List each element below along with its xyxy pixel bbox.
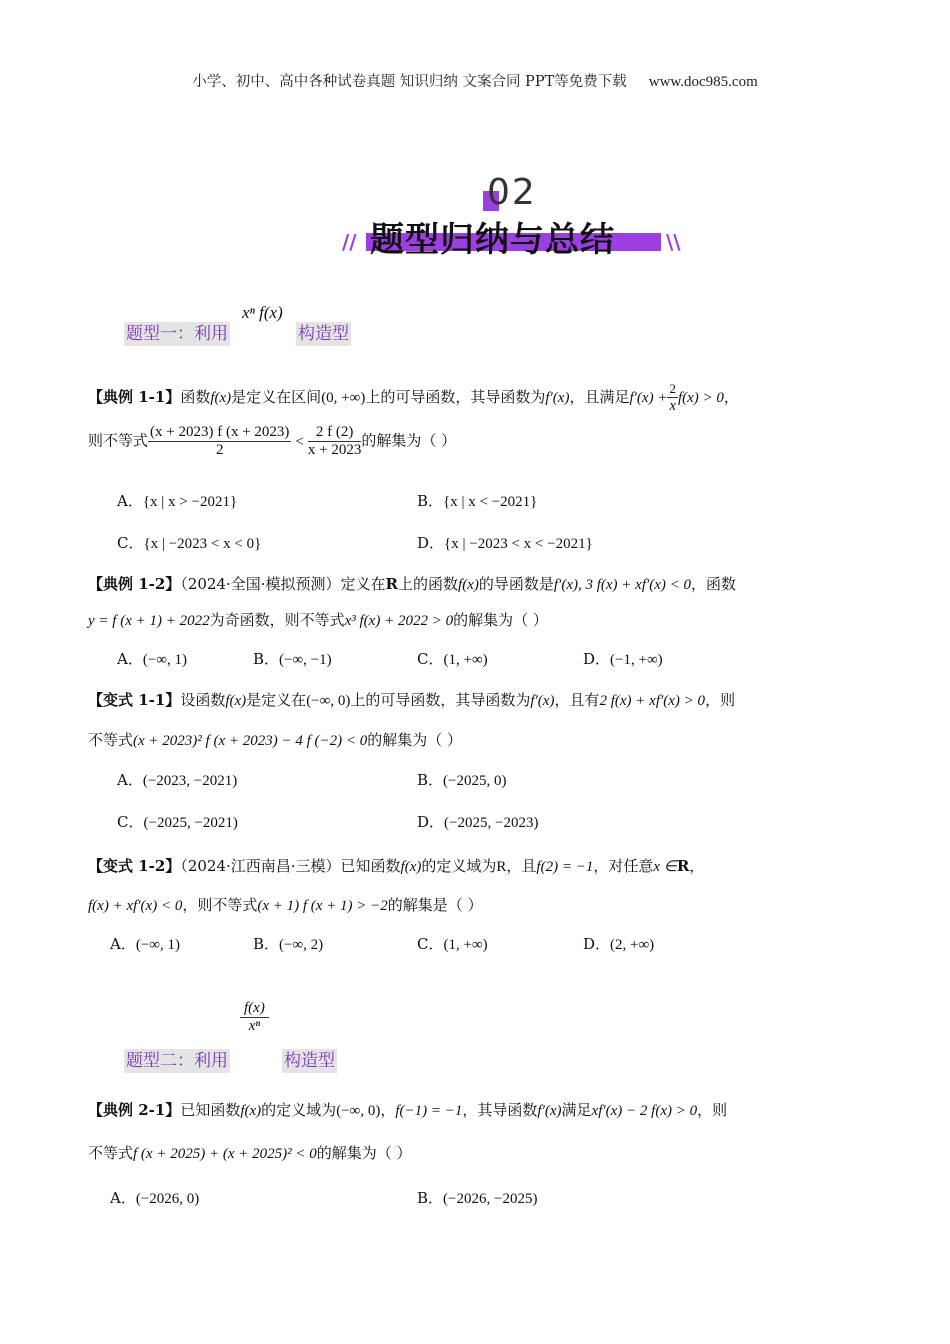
option-value: (−2025, −2021) [143,815,238,831]
math: x ∈ [653,859,677,875]
var1-1-option-d[interactable] [417,811,538,832]
math: f(x) [210,390,232,406]
page-header [0,70,950,91]
option-value: (−2023, −2021) [142,773,238,789]
option-value: {x | −2023 < x < −2021} [444,536,593,552]
math: f(x) [458,577,479,593]
math: f(x) [400,859,422,875]
frac-den: 2 [215,442,224,458]
var1-1-option-a[interactable] [117,769,237,790]
text: （2024·全国·模拟预测）定义在 [180,575,386,593]
type1-heading [124,319,351,344]
option-letter: A． [110,935,136,953]
option-value: {x | x > −2021} [142,494,238,510]
math: f′(x), 3 f(x) + xf′(x) < 0 [553,577,692,593]
ex2-1-tag: 【典例 2-1】 [88,1101,181,1119]
option-letter: D． [417,534,445,552]
text: 上的可导函数，其导函数为 [365,388,546,406]
math: f′(x) + [629,390,668,406]
fraction [667,381,678,415]
math: y = f (x + 1) + 2022 [88,613,210,629]
ex1-2-line2 [88,609,548,630]
option-value: (−∞, 1) [142,652,187,668]
text: 的解集是（ ） [387,896,483,914]
text: 不等式 [88,1144,134,1162]
math: xf′(x) − 2 f(x) > 0 [591,1103,698,1119]
text: 上的函数 [398,575,459,593]
type2-heading [124,1046,337,1071]
math: f′(x) [537,1103,562,1119]
frac-num: 2 f (2) [308,424,361,442]
text: 上的可导函数，其导函数为 [350,691,531,709]
option-letter: C． [417,935,444,953]
ex1-1-line2 [88,424,456,459]
math: R [385,575,399,593]
text: 的解集为（ ） [453,611,548,629]
var1-2-line1 [88,855,704,876]
ex2-1-option-a[interactable] [110,1187,199,1208]
option-value: (1, +∞) [443,937,488,953]
math: R [676,857,690,875]
option-value: (−∞, −1) [279,652,332,668]
text: ， [380,1101,396,1119]
fraction [308,424,361,459]
section-title: 题型归纳与总结 [370,220,615,260]
text: ，则 [705,691,736,709]
ex1-1-option-b[interactable] [417,490,537,511]
option-letter: A． [110,1189,136,1207]
option-letter: B． [417,1189,444,1207]
var1-2-option-c[interactable] [417,933,488,954]
text: 的解集为（ ） [361,431,457,450]
text: 是定义在 [246,691,307,709]
option-value: (−∞, 1) [135,937,180,953]
var1-2-option-b[interactable] [253,933,323,954]
option-value: (−∞, 2) [279,937,324,953]
frac-num: (x + 2023) f (x + 2023) [150,424,290,440]
option-letter: D． [583,650,611,668]
math: (0, +∞) [321,390,366,406]
math: f′(x) [545,390,570,406]
ex1-1-tag: 【典例 1-1】 [88,388,181,406]
type1-formula: xⁿ f(x) [242,303,283,322]
math: f(x) > 0 [677,390,724,406]
text: ， [689,857,705,875]
type1-label-prefix: 题型一：利用 [126,324,228,344]
math: f(x) [225,693,247,709]
ex2-1-line2 [88,1142,412,1163]
ex1-2-option-b[interactable] [253,648,332,669]
math: f(−1) = −1 [395,1103,463,1119]
option-letter: C． [117,534,144,552]
text: 的解集为（ ） [367,731,463,749]
text: 函数 [180,388,211,406]
text: 是定义在区间 [231,388,322,406]
type2-label-suffix: 构造型 [284,1051,335,1071]
title-slash-left: // [342,230,357,254]
text: 的定义域为 [261,1101,337,1119]
frac-num: f(x) [240,1000,269,1018]
title-slash-right: \\ [666,230,681,254]
option-letter: A． [117,771,143,789]
ex2-1-line1 [88,1099,727,1120]
math: f(2) = −1 [536,859,594,875]
option-value: (−2025, 0) [443,773,507,789]
math: R [496,859,507,875]
var1-1-option-b[interactable] [417,769,506,790]
option-letter: B． [417,771,444,789]
type2-label-prefix: 题型二：利用 [126,1051,228,1071]
math: f(x) + xf′(x) < 0 [88,898,183,914]
text: ，其导函数 [462,1101,538,1119]
text: 为奇函数，则不等式 [209,611,345,629]
var1-2-option-a[interactable] [110,933,180,954]
text: 的导函数是 [478,575,554,593]
option-letter: B． [253,935,280,953]
option-value: (−2026, −2025) [443,1191,538,1207]
text: ，且 [506,857,537,875]
fraction [148,424,291,459]
header-url[interactable]: www.doc985.com [648,74,758,90]
var1-2-tag: 【变式 1-2】 [88,857,181,875]
option-letter: B． [417,492,444,510]
option-value: {x | −2023 < x < 0} [143,536,262,552]
frac-den: x [669,398,677,414]
ex1-1-option-d[interactable] [417,532,593,553]
text: ，则不等式 [182,896,258,914]
option-value: (−2025, −2023) [444,815,539,831]
option-letter: D． [583,935,611,953]
math: (x + 1) f (x + 1) > −2 [257,898,388,914]
ex1-2-option-d[interactable] [583,648,663,669]
ex2-1-option-b[interactable] [417,1187,537,1208]
var1-1-option-c[interactable] [117,811,238,832]
frac-den: x + 2023 [307,442,362,458]
text: 已知函数 [180,1101,241,1119]
option-value: (1, +∞) [443,652,488,668]
text: 满足 [561,1101,592,1119]
type2-formula [240,1000,269,1035]
ex1-1-line1 [88,381,739,415]
option-letter: A． [117,492,143,510]
frac-den: xⁿ [248,1018,261,1034]
section-number: 02 [487,172,537,213]
math: (x + 2023)² f (x + 2023) − 4 f (−2) < 0 [133,733,368,749]
option-value: (−2026, 0) [135,1191,200,1207]
type1-label-suffix: 构造型 [298,324,349,344]
ex1-2-option-a[interactable] [117,648,187,669]
math: f′(x) [530,693,555,709]
option-value: {x | x < −2021} [443,494,538,510]
ex1-1-option-c[interactable] [117,532,261,553]
option-value: (−1, +∞) [610,652,663,668]
math: < [295,433,304,450]
text: ， [723,388,739,406]
math: (−∞, 0) [336,1103,381,1119]
frac-num: 2 [669,381,676,396]
text: 则不等式 [88,431,149,450]
ex1-1-option-a[interactable] [117,490,237,511]
math: (−∞, 0) [306,693,351,709]
ex1-2-line1 [88,573,736,594]
option-letter: A． [117,650,143,668]
option-letter: D． [417,813,445,831]
text: 不等式 [88,731,134,749]
text: ，且有 [554,691,600,709]
option-letter: C． [417,650,444,668]
text: 的解集为（ ） [316,1144,412,1162]
option-letter: C． [117,813,144,831]
text: ，函数 [691,575,737,593]
math: f(x) [240,1103,262,1119]
ex1-2-tag: 【典例 1-2】 [88,575,181,593]
var1-2-line2 [88,894,483,915]
var1-1-line2 [88,729,462,750]
header-text: 小学、初中、高中各种试卷真题 知识归纳 文案合同 PPT等免费下载 [192,74,627,90]
text: ，则 [697,1101,728,1119]
text: ，且满足 [569,388,630,406]
var1-2-option-d[interactable] [583,933,654,954]
math: f (x + 2025) + (x + 2025)² < 0 [133,1146,317,1162]
option-letter: B． [253,650,280,668]
ex1-2-option-c[interactable] [417,648,488,669]
math: 2 f(x) + xf′(x) > 0 [599,693,706,709]
text: 设函数 [180,691,226,709]
var1-1-tag: 【变式 1-1】 [88,691,181,709]
text: 的定义域为 [421,857,497,875]
text: ，对任意 [593,857,654,875]
var1-1-line1 [88,689,735,710]
text: （2024·江西南昌·三模）已知函数 [180,857,401,875]
math: x³ f(x) + 2022 > 0 [344,613,454,629]
option-value: (2, +∞) [610,937,655,953]
